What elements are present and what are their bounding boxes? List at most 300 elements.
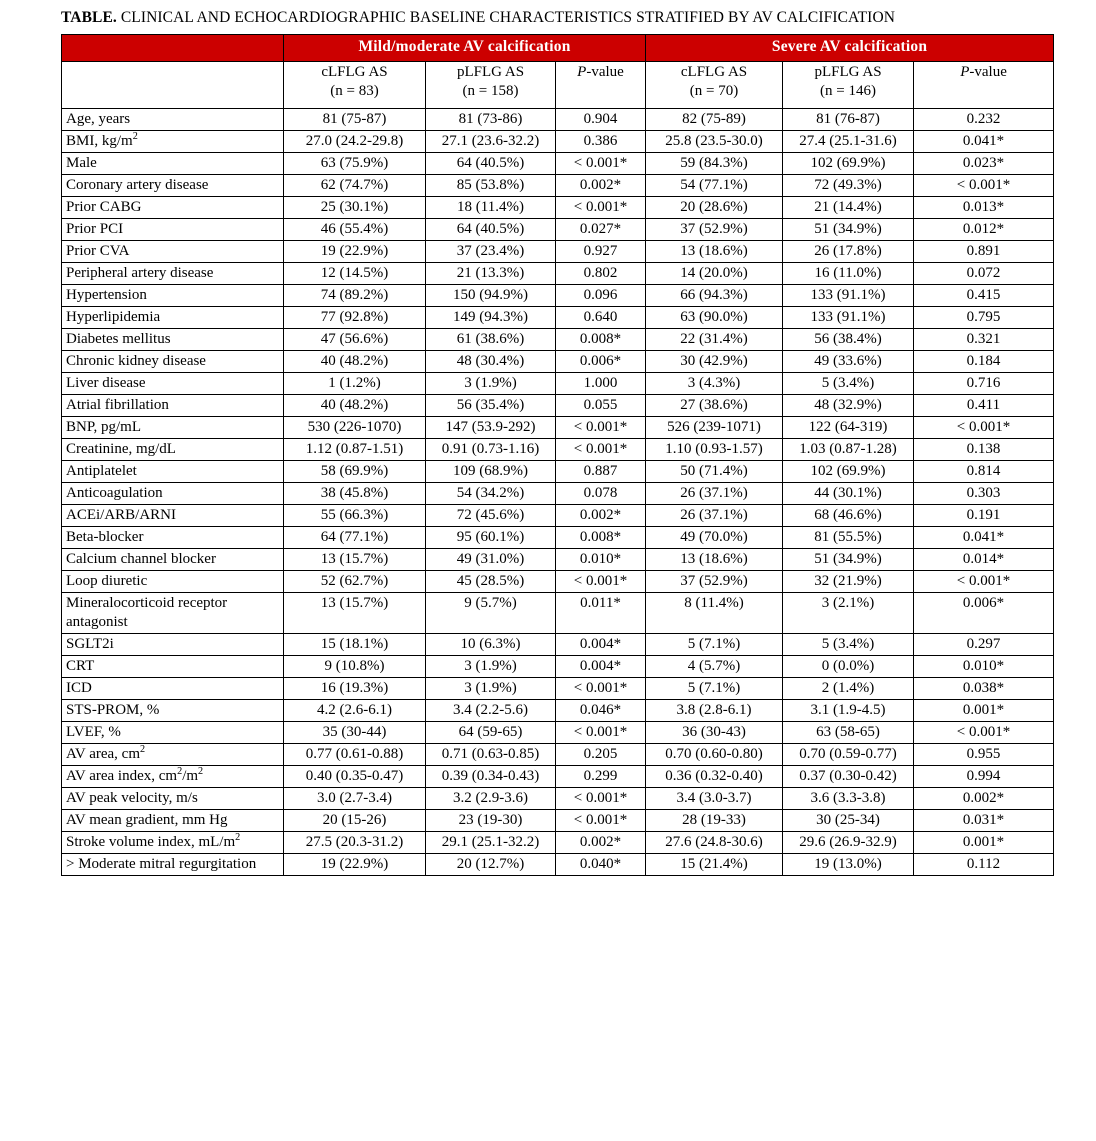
table-cell: 68 (46.6%)	[783, 505, 914, 527]
table-cell: 55 (66.3%)	[284, 505, 426, 527]
table-cell: 0.205	[556, 744, 646, 766]
row-label: ICD	[62, 678, 284, 700]
table-cell: < 0.001*	[556, 722, 646, 744]
table-cell: 64 (40.5%)	[426, 153, 556, 175]
table-cell: 63 (75.9%)	[284, 153, 426, 175]
table-cell: < 0.001*	[914, 722, 1054, 744]
table-row	[62, 656, 1054, 678]
table-cell: 0.096	[556, 285, 646, 307]
table-cell: 3.1 (1.9-4.5)	[783, 700, 914, 722]
row-label: STS-PROM, %	[62, 700, 284, 722]
table-cell: 77 (92.8%)	[284, 307, 426, 329]
table-cell: 5 (7.1%)	[646, 634, 783, 656]
table-row	[62, 810, 1054, 832]
table-cell: 2 (1.4%)	[783, 678, 914, 700]
table-cell: 72 (49.3%)	[783, 175, 914, 197]
table-cell: 15 (18.1%)	[284, 634, 426, 656]
table-cell: 14 (20.0%)	[646, 263, 783, 285]
table-row	[62, 505, 1054, 527]
table-cell: 0.795	[914, 307, 1054, 329]
table-cell: 109 (68.9%)	[426, 461, 556, 483]
table-cell: < 0.001*	[556, 571, 646, 593]
table-cell: 74 (89.2%)	[284, 285, 426, 307]
table-cell: 3 (4.3%)	[646, 373, 783, 395]
table-cell: 46 (55.4%)	[284, 219, 426, 241]
table-cell: 10 (6.3%)	[426, 634, 556, 656]
group-header-row	[62, 35, 1054, 62]
table-cell: < 0.001*	[914, 417, 1054, 439]
table-cell: 25 (30.1%)	[284, 197, 426, 219]
table-row	[62, 373, 1054, 395]
row-label: LVEF, %	[62, 722, 284, 744]
table-cell: 0.002*	[556, 175, 646, 197]
table-cell: 35 (30-44)	[284, 722, 426, 744]
table-cell: 3.8 (2.8-6.1)	[646, 700, 783, 722]
table-cell: < 0.001*	[556, 439, 646, 461]
table-cell: 51 (34.9%)	[783, 219, 914, 241]
table-row	[62, 571, 1054, 593]
row-label: CRT	[62, 656, 284, 678]
table-row	[62, 854, 1054, 876]
table-cell: 95 (60.1%)	[426, 527, 556, 549]
table-cell: 3.4 (3.0-3.7)	[646, 788, 783, 810]
table-cell: 81 (55.5%)	[783, 527, 914, 549]
table-cell: 0.814	[914, 461, 1054, 483]
table-cell: 1.10 (0.93-1.57)	[646, 439, 783, 461]
row-label: Loop diuretic	[62, 571, 284, 593]
table-cell: 27.4 (25.1-31.6)	[783, 131, 914, 153]
table-cell: 63 (58-65)	[783, 722, 914, 744]
caption-text: CLINICAL AND ECHOCARDIOGRAPHIC BASELINE CHARACTERISTICS STRATIFIED BY AV CALCIFICATION	[116, 9, 896, 26]
table-cell: 0.303	[914, 483, 1054, 505]
table-cell: < 0.001*	[556, 810, 646, 832]
table-cell: < 0.001*	[556, 197, 646, 219]
table-row	[62, 197, 1054, 219]
row-label: Hypertension	[62, 285, 284, 307]
table-cell: 49 (33.6%)	[783, 351, 914, 373]
row-label: Prior PCI	[62, 219, 284, 241]
table-cell: 0.299	[556, 766, 646, 788]
table-cell: 0.002*	[556, 832, 646, 854]
table-cell: 30 (42.9%)	[646, 351, 783, 373]
table-cell: 4.2 (2.6-6.1)	[284, 700, 426, 722]
table-cell: 27.5 (20.3-31.2)	[284, 832, 426, 854]
table-cell: 0.027*	[556, 219, 646, 241]
table-cell: 45 (28.5%)	[426, 571, 556, 593]
table-cell: 0.716	[914, 373, 1054, 395]
table-cell: 29.6 (26.9-32.9)	[783, 832, 914, 854]
table-cell: 20 (15-26)	[284, 810, 426, 832]
table-row	[62, 634, 1054, 656]
table-cell: < 0.001*	[556, 417, 646, 439]
table-cell: 0.70 (0.60-0.80)	[646, 744, 783, 766]
table-cell: 16 (19.3%)	[284, 678, 426, 700]
row-label: Prior CABG	[62, 197, 284, 219]
table-cell: 0.046*	[556, 700, 646, 722]
table-cell: 150 (94.9%)	[426, 285, 556, 307]
table-cell: 9 (5.7%)	[426, 593, 556, 634]
table-cell: < 0.001*	[914, 571, 1054, 593]
table-cell: 13 (18.6%)	[646, 241, 783, 263]
row-label: Prior CVA	[62, 241, 284, 263]
table-cell: 38 (45.8%)	[284, 483, 426, 505]
table-cell: 0.36 (0.32-0.40)	[646, 766, 783, 788]
table-cell: 3 (1.9%)	[426, 678, 556, 700]
table-cell: 12 (14.5%)	[284, 263, 426, 285]
row-label: SGLT2i	[62, 634, 284, 656]
table-cell: 48 (32.9%)	[783, 395, 914, 417]
table-cell: 0.138	[914, 439, 1054, 461]
table-cell: 27.6 (24.8-30.6)	[646, 832, 783, 854]
table-cell: 133 (91.1%)	[783, 307, 914, 329]
table-cell: 0.927	[556, 241, 646, 263]
baseline-characteristics-table	[61, 34, 1054, 876]
table-cell: 0.004*	[556, 634, 646, 656]
row-label: Atrial fibrillation	[62, 395, 284, 417]
table-cell: < 0.001*	[914, 175, 1054, 197]
row-label: Chronic kidney disease	[62, 351, 284, 373]
group-header-severe: Severe AV calcification	[646, 35, 1054, 62]
table-cell: 530 (226-1070)	[284, 417, 426, 439]
row-label: ACEi/ARB/ARNI	[62, 505, 284, 527]
table-cell: 3 (1.9%)	[426, 373, 556, 395]
table-cell: 13 (15.7%)	[284, 549, 426, 571]
table-row	[62, 744, 1054, 766]
table-header	[62, 35, 1054, 109]
table-cell: 13 (18.6%)	[646, 549, 783, 571]
table-cell: 47 (56.6%)	[284, 329, 426, 351]
table-cell: 0.77 (0.61-0.88)	[284, 744, 426, 766]
sub-header-n: (n = 146)	[820, 83, 876, 99]
table-cell: 0.71 (0.63-0.85)	[426, 744, 556, 766]
table-cell: 0.038*	[914, 678, 1054, 700]
table-cell: 0.891	[914, 241, 1054, 263]
table-cell: < 0.001*	[556, 678, 646, 700]
sub-header-row	[62, 62, 1054, 109]
table-cell: 0.321	[914, 329, 1054, 351]
table-cell: 25.8 (23.5-30.0)	[646, 131, 783, 153]
table-cell: 16 (11.0%)	[783, 263, 914, 285]
table-cell: 81 (76-87)	[783, 109, 914, 131]
table-row	[62, 678, 1054, 700]
table-row	[62, 788, 1054, 810]
table-row	[62, 329, 1054, 351]
table-cell: 5 (3.4%)	[783, 373, 914, 395]
table-cell: 21 (13.3%)	[426, 263, 556, 285]
caption-lead: TABLE.	[61, 9, 117, 26]
table-cell: 56 (35.4%)	[426, 395, 556, 417]
table-cell: 64 (77.1%)	[284, 527, 426, 549]
sub-header-mild-plflg	[426, 62, 556, 109]
table-cell: 0.031*	[914, 810, 1054, 832]
sub-header-mild-pvalue	[556, 62, 646, 109]
table-cell: 37 (52.9%)	[646, 219, 783, 241]
table-cell: 40 (48.2%)	[284, 395, 426, 417]
table-cell: 0.184	[914, 351, 1054, 373]
table-cell: 3.2 (2.9-3.6)	[426, 788, 556, 810]
table-cell: 0.640	[556, 307, 646, 329]
table-row	[62, 153, 1054, 175]
table-cell: 36 (30-43)	[646, 722, 783, 744]
table-row	[62, 722, 1054, 744]
table-cell: 0.001*	[914, 832, 1054, 854]
table-cell: < 0.001*	[556, 153, 646, 175]
table-cell: 0.072	[914, 263, 1054, 285]
table-row	[62, 241, 1054, 263]
row-label: > Moderate mitral regurgitation	[62, 854, 284, 876]
table-cell: 3 (1.9%)	[426, 656, 556, 678]
table-cell: 122 (64-319)	[783, 417, 914, 439]
table-cell: 26 (37.1%)	[646, 505, 783, 527]
table-row	[62, 483, 1054, 505]
sub-header-mild-clflg	[284, 62, 426, 109]
table-row	[62, 219, 1054, 241]
row-label: Stroke volume index, $mL/m^2$	[62, 832, 284, 854]
table-row	[62, 395, 1054, 417]
table-cell: 23 (19-30)	[426, 810, 556, 832]
table-cell: 63 (90.0%)	[646, 307, 783, 329]
table-cell: 5 (3.4%)	[783, 634, 914, 656]
table-cell: 0.006*	[914, 593, 1054, 634]
table-cell: 0.994	[914, 766, 1054, 788]
table-cell: 62 (74.7%)	[284, 175, 426, 197]
table-cell: 27 (38.6%)	[646, 395, 783, 417]
table-row	[62, 131, 1054, 153]
table-row	[62, 549, 1054, 571]
table-cell: 27.0 (24.2-29.8)	[284, 131, 426, 153]
table-cell: 18 (11.4%)	[426, 197, 556, 219]
table-cell: 13 (15.7%)	[284, 593, 426, 634]
sub-header-n: (n = 70)	[689, 83, 739, 99]
sub-header-severe-pvalue	[914, 62, 1054, 109]
table-cell: 58 (69.9%)	[284, 461, 426, 483]
table-cell: 0.041*	[914, 131, 1054, 153]
table-cell: 85 (53.8%)	[426, 175, 556, 197]
table-row	[62, 307, 1054, 329]
table-cell: 3.4 (2.2-5.6)	[426, 700, 556, 722]
sub-header-characteristic	[62, 62, 284, 109]
table-cell: 0.013*	[914, 197, 1054, 219]
table-cell: 32 (21.9%)	[783, 571, 914, 593]
table-cell: 0.232	[914, 109, 1054, 131]
table-cell: 0.40 (0.35-0.47)	[284, 766, 426, 788]
row-label: Beta-blocker	[62, 527, 284, 549]
sub-header-name: P-value	[960, 64, 1007, 80]
table-cell: 0.008*	[556, 329, 646, 351]
table-cell: 22 (31.4%)	[646, 329, 783, 351]
table-cell: 1.000	[556, 373, 646, 395]
table-row	[62, 700, 1054, 722]
table-cell: 52 (62.7%)	[284, 571, 426, 593]
sub-header-severe-plflg	[783, 62, 914, 109]
table-row	[62, 439, 1054, 461]
table-cell: 54 (77.1%)	[646, 175, 783, 197]
table-cell: 133 (91.1%)	[783, 285, 914, 307]
row-label: Anticoagulation	[62, 483, 284, 505]
table-cell: 0.955	[914, 744, 1054, 766]
table-row	[62, 285, 1054, 307]
table-cell: 0.001*	[914, 700, 1054, 722]
table-cell: 0.008*	[556, 527, 646, 549]
table-cell: 82 (75-89)	[646, 109, 783, 131]
table-cell: 0.297	[914, 634, 1054, 656]
row-label: BMI, $kg/m^2$	[62, 131, 284, 153]
row-label: Age, years	[62, 109, 284, 131]
row-label: Hyperlipidemia	[62, 307, 284, 329]
table-cell: 72 (45.6%)	[426, 505, 556, 527]
table-cell: 0.39 (0.34-0.43)	[426, 766, 556, 788]
table-cell: 66 (94.3%)	[646, 285, 783, 307]
table-cell: 40 (48.2%)	[284, 351, 426, 373]
table-row	[62, 263, 1054, 285]
table-cell: 1.03 (0.87-1.28)	[783, 439, 914, 461]
table-row	[62, 351, 1054, 373]
table-cell: 64 (59-65)	[426, 722, 556, 744]
table-cell: 4 (5.7%)	[646, 656, 783, 678]
row-label: Male	[62, 153, 284, 175]
table-row	[62, 109, 1054, 131]
table-row	[62, 832, 1054, 854]
table-cell: 0.386	[556, 131, 646, 153]
table-cell: 0.904	[556, 109, 646, 131]
table-cell: 0.078	[556, 483, 646, 505]
group-header-mild-moderate: Mild/moderate AV calcification	[284, 35, 646, 62]
table-cell: 3.0 (2.7-3.4)	[284, 788, 426, 810]
table-cell: 37 (23.4%)	[426, 241, 556, 263]
table-cell: 26 (37.1%)	[646, 483, 783, 505]
table-cell: 0.415	[914, 285, 1054, 307]
row-label: AV peak velocity, m/s	[62, 788, 284, 810]
table-cell: 0.041*	[914, 527, 1054, 549]
table-cell: 0.011*	[556, 593, 646, 634]
table-cell: 0.112	[914, 854, 1054, 876]
table-row	[62, 766, 1054, 788]
sub-header-n: (n = 83)	[330, 83, 379, 99]
row-label: Calcium channel blocker	[62, 549, 284, 571]
table-row	[62, 175, 1054, 197]
table-cell: 64 (40.5%)	[426, 219, 556, 241]
table-row	[62, 417, 1054, 439]
table-cell: 44 (30.1%)	[783, 483, 914, 505]
table-cell: 147 (53.9-292)	[426, 417, 556, 439]
table-cell: 0.010*	[914, 656, 1054, 678]
table-cell: 49 (70.0%)	[646, 527, 783, 549]
table-row	[62, 593, 1054, 634]
table-cell: 0.37 (0.30-0.42)	[783, 766, 914, 788]
table-cell: 9 (10.8%)	[284, 656, 426, 678]
table-body	[62, 109, 1054, 876]
table-cell: 0.040*	[556, 854, 646, 876]
table-cell: 37 (52.9%)	[646, 571, 783, 593]
table-cell: 54 (34.2%)	[426, 483, 556, 505]
sub-header-name: pLFLG AS	[814, 64, 882, 80]
sub-header-n: (n = 158)	[462, 83, 519, 99]
table-row	[62, 461, 1054, 483]
table-cell: 1.12 (0.87-1.51)	[284, 439, 426, 461]
table-cell: 0.006*	[556, 351, 646, 373]
table-cell: 81 (73-86)	[426, 109, 556, 131]
table-cell: 0.004*	[556, 656, 646, 678]
table-cell: 15 (21.4%)	[646, 854, 783, 876]
table-cell: 1 (1.2%)	[284, 373, 426, 395]
sub-header-name: cLFLG AS	[680, 64, 748, 80]
row-label: AV area, $cm^2$	[62, 744, 284, 766]
table-caption	[61, 8, 1053, 28]
table-cell: 48 (30.4%)	[426, 351, 556, 373]
table-cell: 30 (25-34)	[783, 810, 914, 832]
table-cell: 81 (75-87)	[284, 109, 426, 131]
table-cell: 51 (34.9%)	[783, 549, 914, 571]
table-cell: 102 (69.9%)	[783, 153, 914, 175]
row-label: BNP, pg/mL	[62, 417, 284, 439]
table-cell: 8 (11.4%)	[646, 593, 783, 634]
table-cell: 0.887	[556, 461, 646, 483]
table-cell: 20 (28.6%)	[646, 197, 783, 219]
row-label: Coronary artery disease	[62, 175, 284, 197]
table-cell: < 0.001*	[556, 788, 646, 810]
table-cell: 49 (31.0%)	[426, 549, 556, 571]
table-cell: 0.91 (0.73-1.16)	[426, 439, 556, 461]
table-cell: 0.002*	[556, 505, 646, 527]
table-cell: 526 (239-1071)	[646, 417, 783, 439]
sub-header-name: P-value	[577, 64, 624, 80]
table-cell: 0.055	[556, 395, 646, 417]
table-cell: 0 (0.0%)	[783, 656, 914, 678]
table-row	[62, 527, 1054, 549]
table-cell: 3.6 (3.3-3.8)	[783, 788, 914, 810]
sub-header-name: cLFLG AS	[321, 64, 388, 80]
table-cell: 27.1 (23.6-32.2)	[426, 131, 556, 153]
table-cell: 19 (22.9%)	[284, 241, 426, 263]
group-header-corner	[62, 35, 284, 62]
sub-header-name: pLFLG AS	[456, 64, 525, 80]
table-cell: 5 (7.1%)	[646, 678, 783, 700]
table-cell: 61 (38.6%)	[426, 329, 556, 351]
row-label: Creatinine, mg/dL	[62, 439, 284, 461]
table-cell: 0.70 (0.59-0.77)	[783, 744, 914, 766]
table-cell: 0.411	[914, 395, 1054, 417]
table-cell: 21 (14.4%)	[783, 197, 914, 219]
table-cell: 20 (12.7%)	[426, 854, 556, 876]
table-cell: 149 (94.3%)	[426, 307, 556, 329]
table-cell: 0.014*	[914, 549, 1054, 571]
table-cell: 59 (84.3%)	[646, 153, 783, 175]
table-cell: 56 (38.4%)	[783, 329, 914, 351]
row-label: Mineralocorticoid receptor antagonist	[62, 593, 284, 634]
row-label: AV mean gradient, mm Hg	[62, 810, 284, 832]
table-cell: 0.191	[914, 505, 1054, 527]
table-cell: 0.023*	[914, 153, 1054, 175]
table-cell: 0.010*	[556, 549, 646, 571]
row-label: Peripheral artery disease	[62, 263, 284, 285]
table-cell: 0.802	[556, 263, 646, 285]
table-cell: 29.1 (25.1-32.2)	[426, 832, 556, 854]
table-cell: 0.012*	[914, 219, 1054, 241]
sub-header-severe-clflg	[646, 62, 783, 109]
table-cell: 3 (2.1%)	[783, 593, 914, 634]
table-cell: 28 (19-33)	[646, 810, 783, 832]
row-label: Diabetes mellitus	[62, 329, 284, 351]
row-label: Antiplatelet	[62, 461, 284, 483]
table-cell: 19 (13.0%)	[783, 854, 914, 876]
table-cell: 19 (22.9%)	[284, 854, 426, 876]
table-cell: 50 (71.4%)	[646, 461, 783, 483]
row-label: AV area index, $cm^2/m^2$	[62, 766, 284, 788]
table-cell: 0.002*	[914, 788, 1054, 810]
table-cell: 102 (69.9%)	[783, 461, 914, 483]
table-cell: 26 (17.8%)	[783, 241, 914, 263]
row-label: Liver disease	[62, 373, 284, 395]
